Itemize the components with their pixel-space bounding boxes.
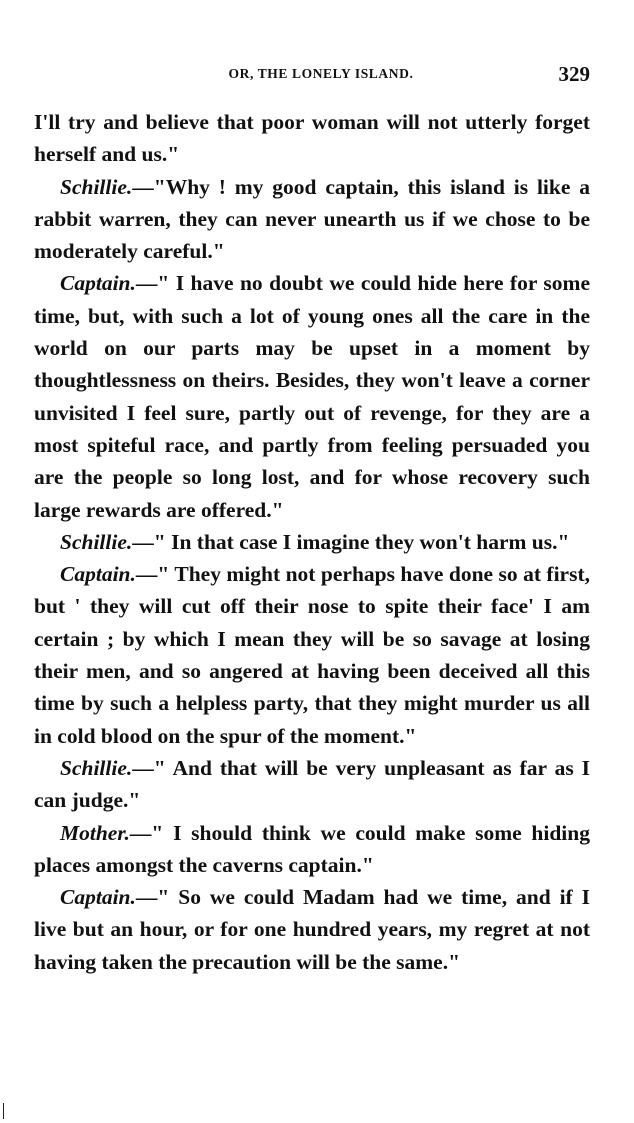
paragraph [34,106,590,171]
dialogue-text: —" And that will be very unpleasant as far as I can judge." [34,755,590,813]
page-header [34,62,590,88]
body-text [34,106,590,978]
speaker-name: Mother. [60,820,130,845]
speaker-name: Captain. [60,885,136,910]
margin-mark [3,1103,4,1119]
speaker-name: Schillie. [60,174,133,199]
dialogue-paragraph [34,171,590,268]
dialogue-text: —" In that case I imagine they won't harm us." [132,529,570,554]
dialogue-text: —"Why ! my good captain, this island is like a rabbit warren, they can never unearth us if we chose to be moderately careful." [34,174,590,264]
dialogue-text: —" So we could Madam had we time, and if I live but an hour, or for one hundred years, my regret at not having taken the precaution will be the same." [34,885,590,974]
dialogue-paragraph [34,881,590,978]
dialogue-paragraph [34,267,590,525]
speaker-name: Captain. [60,562,136,587]
speaker-name: Schillie. [60,529,133,554]
dialogue-text: —" I should think we could make some hiding places amongst the caverns captain." [34,820,590,877]
speaker-name: Captain. [60,271,136,296]
running-head: OR, THE LONELY ISLAND. [228,66,414,81]
speaker-name: Schillie. [60,755,133,780]
dialogue-paragraph [34,526,590,558]
dialogue-text: —" They might not perhaps have done so at first, but ' they will cut off their nose to spite their face' I am certain ; by which I mean they will be so savage at losing their men, and so angered at having been deceived all this time by such a helpless party, that they might murder us all in cold blood on the spur of the moment." [34,562,590,748]
dialogue-text: —" I have no doubt we could hide here for some time, but, with such a lot of young ones all the care in the world on our parts may be upset in a moment by thoughtlessness on theirs. Besides, they won't leave a corner unvisited I feel sure, partly out of revenge, for they are a most spiteful race, and partly from feeling persuaded you are the people so long lost, and for whose recovery such large rewards are offered." [34,271,590,522]
page-number: 329 [558,62,590,86]
dialogue-paragraph [34,558,590,752]
dialogue-paragraph [34,817,590,882]
dialogue-paragraph [34,752,590,817]
paragraph-text: I'll try and believe that poor woman will not utterly forget herself and us." [34,110,590,167]
